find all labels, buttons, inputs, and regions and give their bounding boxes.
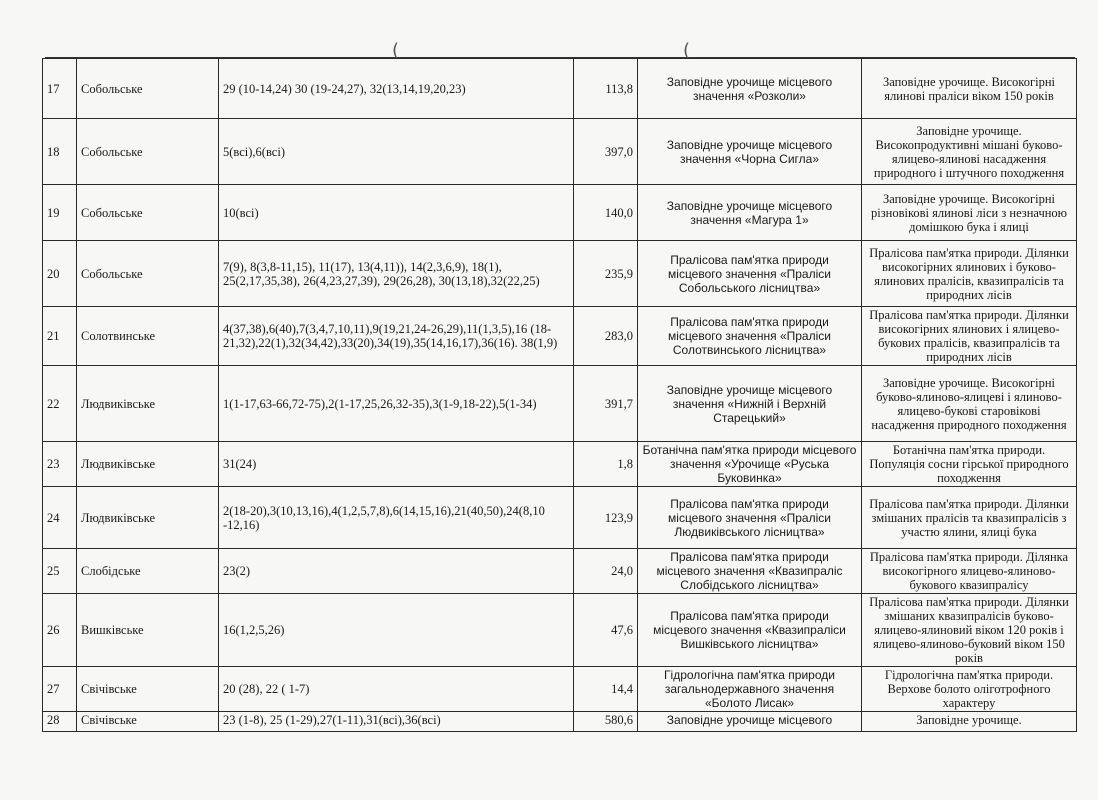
row-number: 17	[43, 59, 77, 119]
row-number: 22	[43, 366, 77, 442]
forestry-name: Вишківське	[77, 594, 219, 667]
scan-mark: (	[392, 40, 400, 61]
category-cell: Ботанічна пам'ятка природи місцевого значення «Урочище «Руська Буковинка»	[638, 442, 862, 487]
area-cell: 283,0	[574, 307, 638, 366]
quarters-cell: 5(всі),6(всі)	[219, 119, 574, 185]
table-row	[43, 712, 1077, 732]
table-row	[43, 366, 1077, 442]
area-cell: 580,6	[574, 712, 638, 732]
area-cell: 140,0	[574, 185, 638, 241]
forestry-name: Свічівське	[77, 712, 219, 732]
row-number: 18	[43, 119, 77, 185]
description-cell: Заповідне урочище. Високогірні буково-ялиново-ялицеві і ялиново-ялицево-букові старовікові насадження природного походження	[862, 366, 1077, 442]
description-cell: Заповідне урочище. Високогірні різновікові ялинові ліси з незначною домішкою бука і ялиці	[862, 185, 1077, 241]
description-cell: Гідрологічна пам'ятка природи. Верхове болото оліготрофного характеру	[862, 667, 1077, 712]
category-cell: Пралісова пам'ятка природи місцевого значення «Праліси Солотвинського лісництва»	[638, 307, 862, 366]
table-row	[43, 549, 1077, 594]
area-cell: 113,8	[574, 59, 638, 119]
row-number: 27	[43, 667, 77, 712]
protected-areas-table	[42, 58, 1077, 732]
category-cell: Заповідне урочище місцевого значення «Розколи»	[638, 59, 862, 119]
area-cell: 235,9	[574, 241, 638, 307]
category-cell: Пралісова пам'ятка природи місцевого значення «Праліси Людвиківського лісництва»	[638, 487, 862, 549]
row-number: 19	[43, 185, 77, 241]
table-row	[43, 594, 1077, 667]
forestry-name: Собольське	[77, 241, 219, 307]
row-number: 25	[43, 549, 77, 594]
category-cell: Пралісова пам'ятка природи місцевого значення «Квазипраліс Слобідського лісництва»	[638, 549, 862, 594]
area-cell: 47,6	[574, 594, 638, 667]
description-cell: Пралісова пам'ятка природи. Ділянки змішаних пралісів та квазипралісів з участю ялини, ялиці бука	[862, 487, 1077, 549]
area-cell: 391,7	[574, 366, 638, 442]
table-row	[43, 307, 1077, 366]
table-row	[43, 59, 1077, 119]
quarters-cell: 23(2)	[219, 549, 574, 594]
forestry-name: Солотвинське	[77, 307, 219, 366]
forestry-name: Людвиківське	[77, 366, 219, 442]
table-row	[43, 119, 1077, 185]
description-cell: Пралісова пам'ятка природи. Ділянки високогірних ялинових і ялицево-букових пралісів, квазипралісів та природних лісів	[862, 307, 1077, 366]
quarters-cell: 20 (28), 22 ( 1-7)	[219, 667, 574, 712]
area-cell: 123,9	[574, 487, 638, 549]
category-cell: Заповідне урочище місцевого значення «Нижній і Верхній Старецький»	[638, 366, 862, 442]
table-row	[43, 442, 1077, 487]
description-cell: Заповідне урочище. Високогірні ялинові праліси віком 150 років	[862, 59, 1077, 119]
quarters-cell: 2(18-20),3(10,13,16),4(1,2,5,7,8),6(14,15,16),21(40,50),24(8,10 -12,16)	[219, 487, 574, 549]
description-cell: Пралісова пам'ятка природи. Ділянки змішаних квазипралісів буково-ялицево-ялиновий віком 120 років і ялицево-ялиново-буковий віком 150 років	[862, 594, 1077, 667]
table-row	[43, 487, 1077, 549]
area-cell: 14,4	[574, 667, 638, 712]
category-cell: Пралісова пам'ятка природи місцевого значення «Праліси Собольського лісництва»	[638, 241, 862, 307]
description-cell: Ботанічна пам'ятка природи. Популяція сосни гірської природного походження	[862, 442, 1077, 487]
row-number: 20	[43, 241, 77, 307]
table-row	[43, 241, 1077, 307]
description-cell: Заповідне урочище.	[862, 712, 1077, 732]
area-cell: 24,0	[574, 549, 638, 594]
category-cell: Заповідне урочище місцевого значення «Магура 1»	[638, 185, 862, 241]
row-number: 23	[43, 442, 77, 487]
forestry-name: Людвиківське	[77, 487, 219, 549]
category-cell: Заповідне урочище місцевого значення «Чорна Сигла»	[638, 119, 862, 185]
forestry-name: Собольське	[77, 185, 219, 241]
table-row	[43, 667, 1077, 712]
quarters-cell: 23 (1-8), 25 (1-29),27(1-11),31(всі),36(всі)	[219, 712, 574, 732]
row-number: 21	[43, 307, 77, 366]
category-cell: Заповідне урочище місцевого	[638, 712, 862, 732]
table-row	[43, 185, 1077, 241]
description-cell: Заповідне урочище. Високопродуктивні мішані буково-ялицево-ялинові насадження природного і штучного походження	[862, 119, 1077, 185]
forestry-name: Собольське	[77, 59, 219, 119]
forestry-name: Собольське	[77, 119, 219, 185]
category-cell: Пралісова пам'ятка природи місцевого значення «Квазипраліси Вишківського лісництва»	[638, 594, 862, 667]
area-cell: 397,0	[574, 119, 638, 185]
quarters-cell: 31(24)	[219, 442, 574, 487]
forestry-name: Слобідське	[77, 549, 219, 594]
quarters-cell: 16(1,2,5,26)	[219, 594, 574, 667]
area-cell: 1,8	[574, 442, 638, 487]
quarters-cell: 29 (10-14,24) 30 (19-24,27), 32(13,14,19,20,23)	[219, 59, 574, 119]
quarters-cell: 7(9), 8(3,8-11,15), 11(17), 13(4,11)), 14(2,3,6,9), 18(1), 25(2,17,35,38), 26(4,23,27,39), 29(26,28), 30(13,18),32(22,25)	[219, 241, 574, 307]
description-cell: Пралісова пам'ятка природи. Ділянка високогірного ялицево-ялиново-букового квазипралісу	[862, 549, 1077, 594]
quarters-cell: 4(37,38),6(40),7(3,4,7,10,11),9(19,21,24-26,29),11(1,3,5),16 (18-21,32),22(1),32(34,42),33(20),34(19),35(14,16,17),36(16). 38(1,9)	[219, 307, 574, 366]
scan-mark: (	[683, 40, 691, 61]
category-cell: Гідрологічна пам'ятка природи загальнодержавного значення «Болото Лисак»	[638, 667, 862, 712]
quarters-cell: 1(1-17,63-66,72-75),2(1-17,25,26,32-35),3(1-9,18-22),5(1-34)	[219, 366, 574, 442]
row-number: 26	[43, 594, 77, 667]
forestry-name: Свічівське	[77, 667, 219, 712]
quarters-cell: 10(всі)	[219, 185, 574, 241]
row-number: 28	[43, 712, 77, 732]
row-number: 24	[43, 487, 77, 549]
forestry-name: Людвиківське	[77, 442, 219, 487]
description-cell: Пралісова пам'ятка природи. Ділянки високогірних ялинових і буково-ялинових пралісів, квазипралісів та природних лісів	[862, 241, 1077, 307]
